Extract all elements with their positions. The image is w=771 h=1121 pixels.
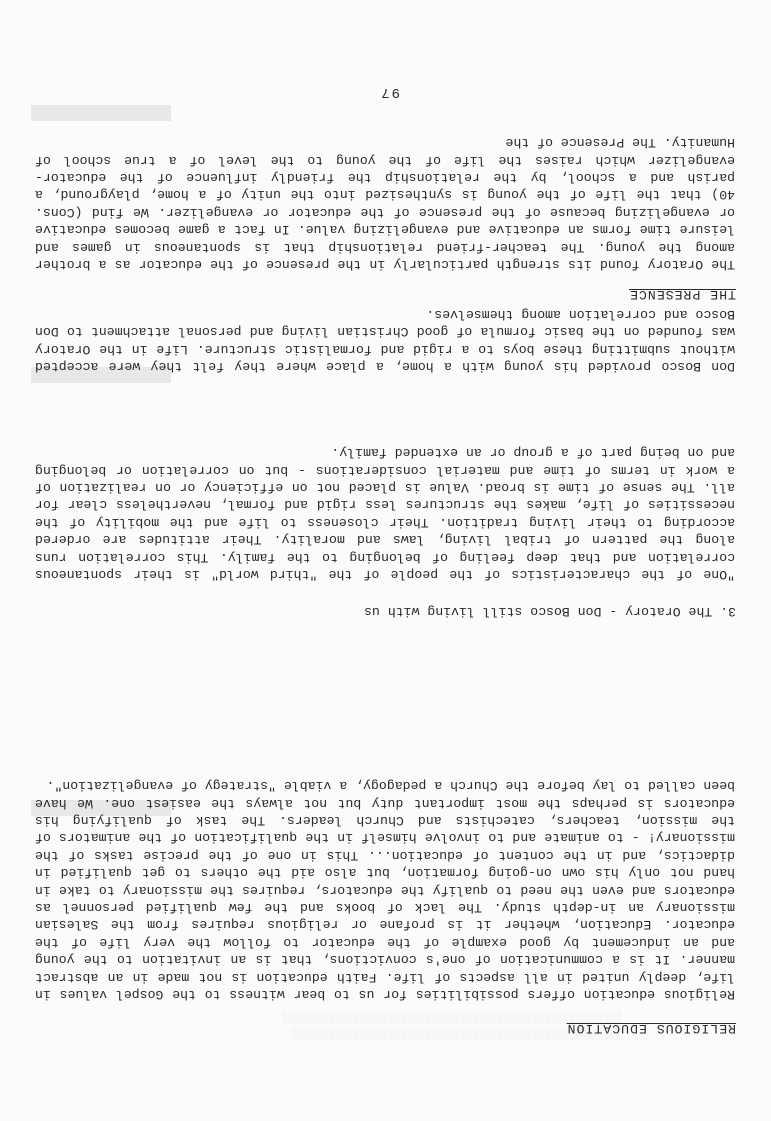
paragraph-presence: The Oratory found its strength particularly in the presence of the educator as a brother among the young. The teacher-friend relationship that is spontaneous in games and leisure time forms an educative and evangelizing value. In fact a game becomes educative or evangelizing because of the presence of the educator or evangelizer. We find (Cons. 40) that the life of the young is synthesized into the unity of a home, playground, a parish and a school, by the relationship the friendly influence of the educator-evangelizer which raises the life of the young to the level of a true school of Humanity. The Presence of the (35, 135, 735, 272)
section-heading-religious-education: RELIGIOUS EDUCATION (566, 1021, 736, 1036)
page-number: 97 (379, 84, 400, 100)
paragraph-religious-education: Religious education offers possibilities for us to bear witness to the Gospel values in life, deeply united in all aspects of life. Faith education is not made in an abstract manner. It is a communication of one's convictions, that is an invitation to the young and an inducement by good example of the educator to follow the very life of the educator. Education, whether it is profane or religious requires from the Salesian missionary an in-depth study. The lack of books and the few qualified personnel as educators and even the need to qualify the educators, requires the missionary to take in hand not only his own on-going formation, but also aid the others to get qualified in didactics, and in the content of education... This in one of the precise tasks of the missionary! - to animate and to involve himself in the qualification of the animators of the mission, teachers, catechists and Church leaders. The task of qualifying his educators is perhaps the most important duty but not always the easiest one. We have been called to lay before the Church a pedagogy, a viable "strategy of evangelization". (35, 778, 735, 1002)
paragraph-oratory-2: Don Bosco provided his young with a home, a place where they felt they were accepted without submitting these boys to a rigid and formalistic structure. Life in the Oratory was founded on the basic formula of good Christian living and personal attachment to Don Bosco and correlation among themselves. (35, 306, 735, 374)
paragraph-oratory-1: "One of the characteristics of the people of the "third world" is their spontaneous correlation and that deep feeling of belonging to the family. This correlation runs along the pattern of tribal living, laws and morality. Their attitudes are ordered according to their living tradition. Their closeness to life and the mobility of the necessities of life, makes the structures less rigid and formal, nevertheless clear for all. The sense of time is broad. Value is placed not on efficiency or on realization of a work in terms of time and material considerations - but on correlation or belonging and on being part of a group or an extended family. (35, 445, 735, 582)
section-heading-presence: THE PRESENCE (629, 287, 736, 302)
bleed-through-heading (31, 105, 171, 121)
section-heading-oratory: 3. The Oratory - Don Bosco still living with us (364, 604, 736, 619)
bleed-through-text: ░░░░░░░░░░░░░░░░░░░░░░░░░░░░░░░░░░░░░░░░░░░░░░ ░░░░░░░░░░░░░░░░░░░░░░░░░░░░░░░░░░░░░░░░░░░░░░░ (282, 1010, 621, 1040)
